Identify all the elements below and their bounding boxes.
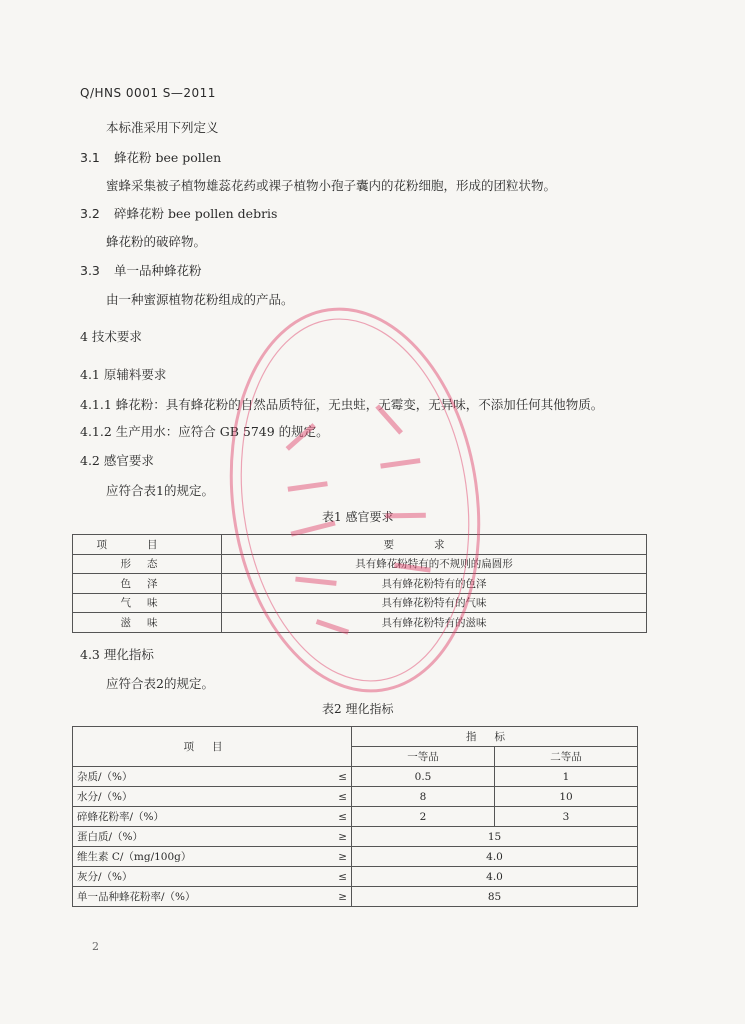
table-cell: ≤ bbox=[329, 767, 352, 787]
section-4-1-title: 4.1 原辅料要求 bbox=[80, 367, 167, 382]
table-cell: 15 bbox=[352, 827, 638, 847]
definition-number: 3.1 bbox=[80, 150, 100, 165]
table-cell: 具有蜂花粉特有的气味 bbox=[222, 593, 647, 613]
table-row bbox=[73, 887, 638, 907]
table-header-cell: 项目 bbox=[73, 727, 352, 767]
table-row bbox=[73, 827, 638, 847]
table-cell: ≥ bbox=[329, 847, 352, 867]
table-header-row bbox=[73, 727, 638, 747]
table-row bbox=[73, 613, 647, 633]
section-4-title: 4 技术要求 bbox=[80, 329, 142, 344]
table-header-row bbox=[73, 535, 647, 555]
table2-caption: 表2 理化指标 bbox=[322, 702, 394, 716]
official-seal-stamp bbox=[225, 300, 485, 700]
table-cell: ≥ bbox=[329, 887, 352, 907]
table-row bbox=[73, 787, 638, 807]
table-cell: 色泽 bbox=[73, 574, 222, 594]
table-row bbox=[73, 807, 638, 827]
definition-number: 3.3 bbox=[80, 263, 100, 278]
table-cell: 杂质/（%） bbox=[73, 767, 330, 787]
definition-3-3-text: 由一种蜜源植物花粉组成的产品。 bbox=[106, 292, 294, 307]
sensory-requirements-table bbox=[72, 534, 647, 633]
table-cell: 气味 bbox=[73, 593, 222, 613]
section-4-2-title: 4.2 感官要求 bbox=[80, 453, 154, 468]
table-cell: 灰分/（%） bbox=[73, 867, 330, 887]
section-4-1-1: 4.1.1 蜂花粉：具有蜂花粉的自然品质特征，无虫蛀，无霉变，无异味，不添加任何其他物质。 bbox=[80, 397, 604, 412]
table-cell: ≤ bbox=[329, 867, 352, 887]
standard-number: Q/HNS 0001 S—2011 bbox=[80, 86, 216, 100]
definition-term: 单一品种蜂花粉 bbox=[113, 263, 202, 278]
table-cell: 3 bbox=[495, 807, 638, 827]
definition-term: 碎蜂花粉 bee pollen debris bbox=[113, 206, 278, 221]
definition-3-1-text: 蜜蜂采集被子植物雄蕊花药或裸子植物小孢子囊内的花粉细胞，形成的团粒状物。 bbox=[106, 178, 557, 193]
table-cell: ≤ bbox=[329, 787, 352, 807]
table-cell: ≤ bbox=[329, 807, 352, 827]
definition-3-2-text: 蜂花粉的破碎物。 bbox=[106, 234, 207, 249]
definition-3-1-title bbox=[80, 148, 221, 166]
table-cell: 单一品种蜂花粉率/（%） bbox=[73, 887, 330, 907]
section-4-1-2: 4.1.2 生产用水：应符合 GB 5749 的规定。 bbox=[80, 424, 329, 439]
table-cell: 4.0 bbox=[352, 867, 638, 887]
table-header-cell: 一等品 bbox=[352, 747, 495, 767]
table-cell: 具有蜂花粉特有的不规则的扁圆形 bbox=[222, 554, 647, 574]
table-cell: 4.0 bbox=[352, 847, 638, 867]
definition-3-2-title bbox=[80, 204, 277, 222]
section-4-3-title: 4.3 理化指标 bbox=[80, 647, 154, 662]
table-cell: 1 bbox=[495, 767, 638, 787]
table-header-cell: 要求 bbox=[222, 535, 647, 555]
table-cell: 具有蜂花粉特有的色泽 bbox=[222, 574, 647, 594]
table-cell: 蛋白质/（%） bbox=[73, 827, 330, 847]
page-number: 2 bbox=[92, 940, 99, 953]
section-4-3-text: 应符合表2的规定。 bbox=[106, 676, 214, 691]
table-cell: 0.5 bbox=[352, 767, 495, 787]
table-row bbox=[73, 574, 647, 594]
physicochemical-index-table bbox=[72, 726, 638, 907]
table-cell: 10 bbox=[495, 787, 638, 807]
table-cell: 8 bbox=[352, 787, 495, 807]
table-header-cell: 项目 bbox=[73, 535, 222, 555]
table-row bbox=[73, 847, 638, 867]
table-row bbox=[73, 867, 638, 887]
definition-term: 蜂花粉 bee pollen bbox=[113, 150, 222, 165]
table1-caption: 表1 感官要求 bbox=[322, 510, 394, 524]
table-cell: 具有蜂花粉特有的滋味 bbox=[222, 613, 647, 633]
table-header-cell: 指标 bbox=[352, 727, 638, 747]
table-cell: 滋味 bbox=[73, 613, 222, 633]
section-4-2-text: 应符合表1的规定。 bbox=[106, 483, 214, 498]
table-cell: ≥ bbox=[329, 827, 352, 847]
definitions-intro: 本标准采用下列定义 bbox=[106, 120, 219, 135]
definition-number: 3.2 bbox=[80, 206, 100, 221]
table-row bbox=[73, 593, 647, 613]
table-row bbox=[73, 554, 647, 574]
table-row bbox=[73, 767, 638, 787]
table-cell: 形态 bbox=[73, 554, 222, 574]
definition-3-3-title bbox=[80, 261, 202, 279]
table-cell: 水分/（%） bbox=[73, 787, 330, 807]
table-cell: 85 bbox=[352, 887, 638, 907]
table-cell: 维生素 C/（mg/100g） bbox=[73, 847, 330, 867]
table-cell: 2 bbox=[352, 807, 495, 827]
table-cell: 碎蜂花粉率/（%） bbox=[73, 807, 330, 827]
table-header-cell: 二等品 bbox=[495, 747, 638, 767]
